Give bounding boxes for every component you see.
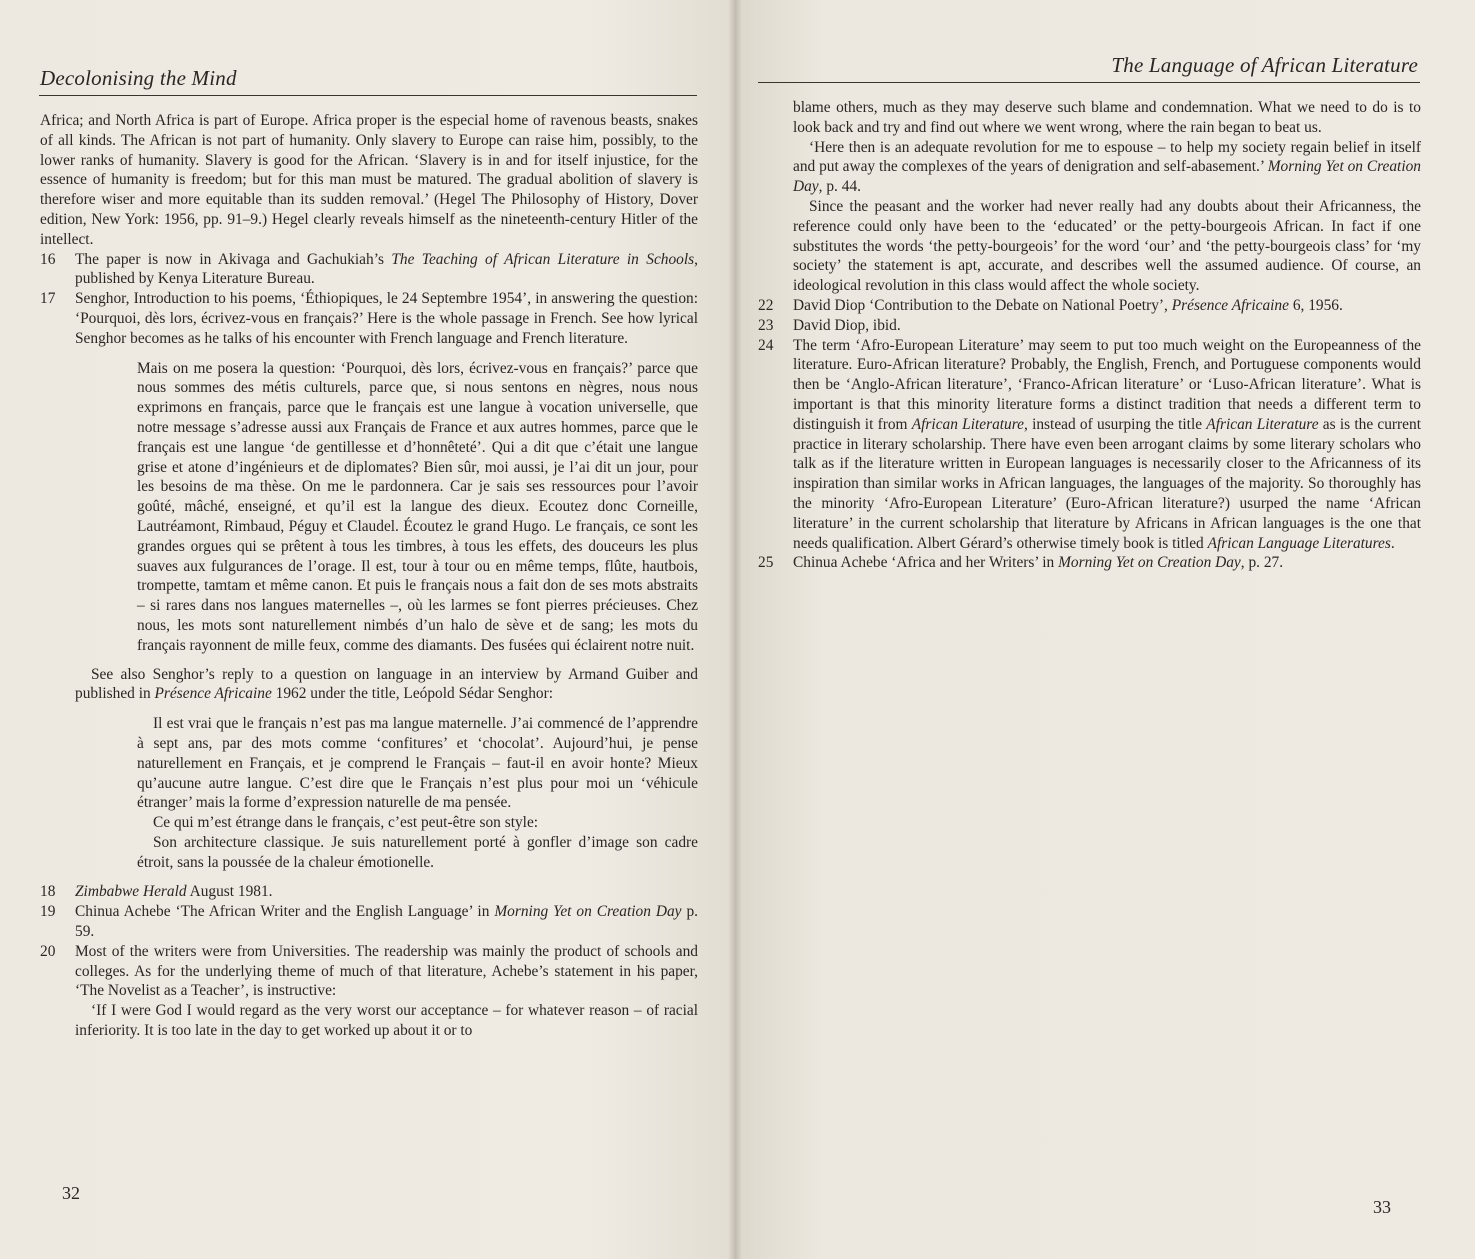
note-number: 23 [758, 316, 774, 334]
note-17-see-also: See also Senghor’s reply to a question on language in an interview by Armand Guiber and published in Présence Africaine 1962 under the title, Leópold Sédar Senghor: [75, 665, 698, 703]
book-title: Morning Yet on Creation Day [793, 158, 1421, 196]
note-25: 25 Chinua Achebe ‘Africa and her Writers’ in Morning Yet on Creation Day, p. 27. [758, 554, 1284, 572]
note-21-continuation: blame others, much as they may deserve such blame and condemnation. What we need to do is to look back and try and find out where we went wrong, where the rain began to beat us. ‘Here then is an adequate revolution for me to espouse – to help my society regain belief in itself and put away the complexes of the years of denigration and self-abasement.’ Morning Yet on Creation Day, p. 44. Since the peasant and the worker had never really had any doubts about their Africanness, the reference could only have been to the ‘educated’ or the petty-bourgeois African. In fact if one substitutes the words ‘the petty-bourgeois’ for the word ‘our’ and ‘the petty-bourgeois class’ for ‘my society’ the statement is apt, accurate, and describes well the assumed audience. Of course, an ideological revolution in this class would affect the whole society. [793, 99, 1421, 295]
left-page [0, 0, 735, 1259]
french-quote-senghor: Mais on me posera la question: ‘Pourquoi, dès lors, écrivez-vous en français?’ parce que nous sommes des métis culturels, parce que, si nous sentons en nègres, nous nous exprimons en français, parce que le français est une langue à vocation universelle, que notre message s’adresse aussi aux Français de France et aux autres hommes, parce que le français est une langue ‘de gentillesse et d’honnêteté’. Qui a dit que c’était une langue grise et atone d’ingénieurs et de diplomates? Bien sûr, moi aussi, je l’ai dit un jour, pour les besoins de ma thèse. On me le pardonnera. Car je sais ses ressources pour l’avoir goûté, mâché, enseigné, et qu’il est la langue des dieux. Ecoutez donc Corneille, Lautréamont, Rimbaud, Péguy et Claudel. Écoutez le grand Hugo. Le français, ce sont les grandes orgues qui se prêtent à tous les timbres, à tous les effets, des douceurs les plus suaves aux fulgurances de l’orage. Il est, tour à tour ou en même temps, flûte, hautbois, trompette, tamtam et même canon. Et puis le français nous a fait don de ses mots abstraits – si rares dans nos langues maternelles –, où les larmes se font pierres précieuses. Chez nous, les mots sont naturellement nimbés d’un halo de sève et de sang; les mots du français rayonnent de mille feux, comme des diamants. Des fusées qui éclairent notre nuit. [137, 359, 698, 654]
book-title: African Language Literatures [1207, 534, 1391, 552]
page-number-left: 32 [62, 1183, 80, 1203]
running-header-right: The Language of African Literature [1111, 53, 1418, 77]
note-20: 20 Most of the writers were from Universities. The readership was mainly the product of schools and colleges. As for the underlying theme of much of that literature, Achebe’s statement in his paper, ‘The Novelist as a Teacher’, is instructive: ‘If I were God I would regard as the very worst our acceptance – for whatever reason – of racial inferiority. It is too late in the day to get worked up about it or to [40, 942, 698, 1040]
french-quote-interview: Il est vrai que le français n’est pas ma langue maternelle. J’ai commencé de l’apprendre à sept ans, par des mots comme ‘confitures’ et ‘chocolat’. Aujourd’hui, je pense naturellement en Français, et je comprend le Français – faut-il en avoir honte? Mieux qu’aucune autre langue. C’est dire que le Français n’est plus pour moi un ‘véhicule étranger’ mais la forme d’expression naturelle de ma pensée. Ce qui m’est étrange dans le français, c’est peut-être son style: Son architecture classique. Je suis naturellement porté à gonfler d’image son cadre étroit, sans la poussée de la chaleur émotionelle. [137, 715, 698, 871]
book-title: The Teaching of African Literature in Schools [391, 250, 695, 268]
newspaper-title: Zimbabwe Herald [75, 883, 187, 901]
note-23: 23 David Diop, ibid. [758, 316, 901, 334]
note-number: 20 [40, 942, 56, 960]
note-17: 17 Senghor, Introduction to his poems, ‘Éthiopiques, le 24 Septembre 1954’, in answering the question: ‘Pourquoi, dès lors, écrivez-vous en français?’ Here is the whole passage in French. See how lyrical Senghor becomes as he talks of his encounter with French language and French literature. Mais on me posera la question: ‘Pourquoi, dès lors, écrivez-vous en français?’ parce que nous sommes des métis culturels, parce que, si nous sentons en nègres, nous nous exprimons en français, parce que le français est une langue à vocation universelle, que notre message s’adresse aussi aux Français de France et aux autres hommes, parce que le français est une langue ‘de gentillesse et d’honnêteté’. Qui a dit que c’était une langue grise et atone d’ingénieurs et de diplomates? Bien sûr, moi aussi, je l’ai dit un jour, pour les besoins de ma thèse. On me le pardonnera. Car je sais ses ressources pour l’avoir goûté, mâché, enseigné, et qu’il est la langue des dieux. Ecoutez donc Corneille, Lautréamont, Rimbaud, Péguy et Claudel. Écoutez le grand Hugo. Le français, ce sont les grandes orgues qui se prêtent à tous les timbres, à tous les effets, des douceurs les plus suaves aux fulgurances de l’orage. Il est, tour à tour ou en même temps, flûte, hautbois, trompette, tamtam et même canon. Et puis le français nous a fait don de ses mots abstraits – si rares dans nos langues maternelles –, où les larmes se font pierres précieuses. Chez nous, les mots sont naturellement nimbés d’un halo de sève et de sang; les mots du français rayonnent de mille feux, comme des diamants. Des fusées qui éclairent notre nuit. See also Senghor’s reply to a question on language in an interview by Armand Guiber and published in Présence Africaine 1962 under the title, Leópold Sédar Senghor: Il est vrai que le français n’est pas ma langue maternelle. J’ai commencé de l’apprendre à sept ans, par des mots comme ‘confitures’ et ‘chocolat’. Aujourd’hui, je pense naturellement en Français, et je comprend le Français – faut-il en avoir honte? Mieux qu’aucune autre langue. C’est dire que le Français n’est plus pour moi un ‘véhicule étranger’ mais la forme d’expression naturelle de ma pensée. Ce qui m’est étrange dans le français, c’est peut-être son style: Son architecture classique. Je suis naturellement porté à gonfler d’image son cadre étroit, sans la poussée de la chaleur émotionelle. [40, 290, 698, 871]
note-number: 25 [758, 554, 774, 572]
note-number: 18 [40, 883, 56, 901]
note-24: 24 The term ‘Afro-European Literature’ may seem to put too much weight on the Europeanness of the literature. Euro-African literature? Probably, the English, French, and Portuguese components would then be ‘Anglo-African literature’, ‘Franco-African literature’ or ‘Luso-African literature’. What is important is that this minority literature forms a distinct tradition that needs a different term to distinguish it from African Literature, instead of usurping the title African Literature as is the current practice in literary scholarship. There have even been arrogant claims by some literary scholars who talk as if the literature written in European languages is necessarily closer to the Africanness of its inspiration than similar works in African languages, the languages of the majority. So thoroughly has the minority ‘Afro-European Literature’ (Euro-African literature?) usurped the name ‘African literature’ in the current scholarship that literature by Africans in African languages is the one that needs qualification. Albert Gérard’s otherwise timely book is titled African Language Literatures. [758, 336, 1421, 552]
right-page [735, 0, 1475, 1259]
note-number: 24 [758, 336, 774, 354]
note-15-continuation: Africa; and North Africa is part of Europe. Africa proper is the especial home of ravenous beasts, snakes of all kinds. The African is not part of humanity. Only slavery to Europe can raise him, possibly, to the lower ranks of humanity. Slavery is good for the African. ‘Slavery is in and for itself injustice, for the essence of humanity is freedom; but for this man must be matured. The gradual abolition of slavery is therefore wiser and more equitable than its sudden removal.’ (Hegel The Philosophy of History, Dover edition, New York: 1956, pp. 91–9.) Hegel clearly reveals himself as the nineteenth-century Hitler of the intellect. [40, 112, 698, 248]
left-page-body [40, 111, 698, 1041]
book-gutter [728, 0, 742, 1259]
achebe-quote: ‘If I were God I would regard as the very worst our acceptance – for whatever reason – of racial inferiority. It is too late in the day to get worked up about it or to [75, 1002, 698, 1040]
journal-title: Présence Africaine [1171, 296, 1289, 314]
note-22: 22 David Diop ‘Contribution to the Debate on National Poetry’, Présence Africaine 6, 1956. [758, 296, 1343, 314]
note-number: 17 [40, 290, 56, 308]
header-rule-right [758, 82, 1420, 83]
running-header-left: Decolonising the Mind [40, 66, 237, 90]
note-number: 19 [40, 903, 56, 921]
note-16: 16 The paper is now in Akivaga and Gachukiah’s The Teaching of African Literature in Schools, published by Kenya Literature Bureau. [40, 250, 698, 288]
note-number: 22 [758, 296, 774, 314]
book-title: Morning Yet on Creation Day [494, 903, 682, 921]
note-19: 19 Chinua Achebe ‘The African Writer and the English Language’ in Morning Yet on Creation Day p. 59. [40, 903, 699, 941]
note-number: 16 [40, 250, 56, 268]
page-number-right: 33 [1373, 1197, 1391, 1217]
book-title: Morning Yet on Creation Day [1058, 554, 1241, 572]
header-rule-left [39, 95, 697, 96]
right-page-body [758, 98, 1421, 573]
journal-title: Présence Africaine [154, 685, 272, 703]
note-18: 18 Zimbabwe Herald August 1981. [40, 883, 273, 901]
